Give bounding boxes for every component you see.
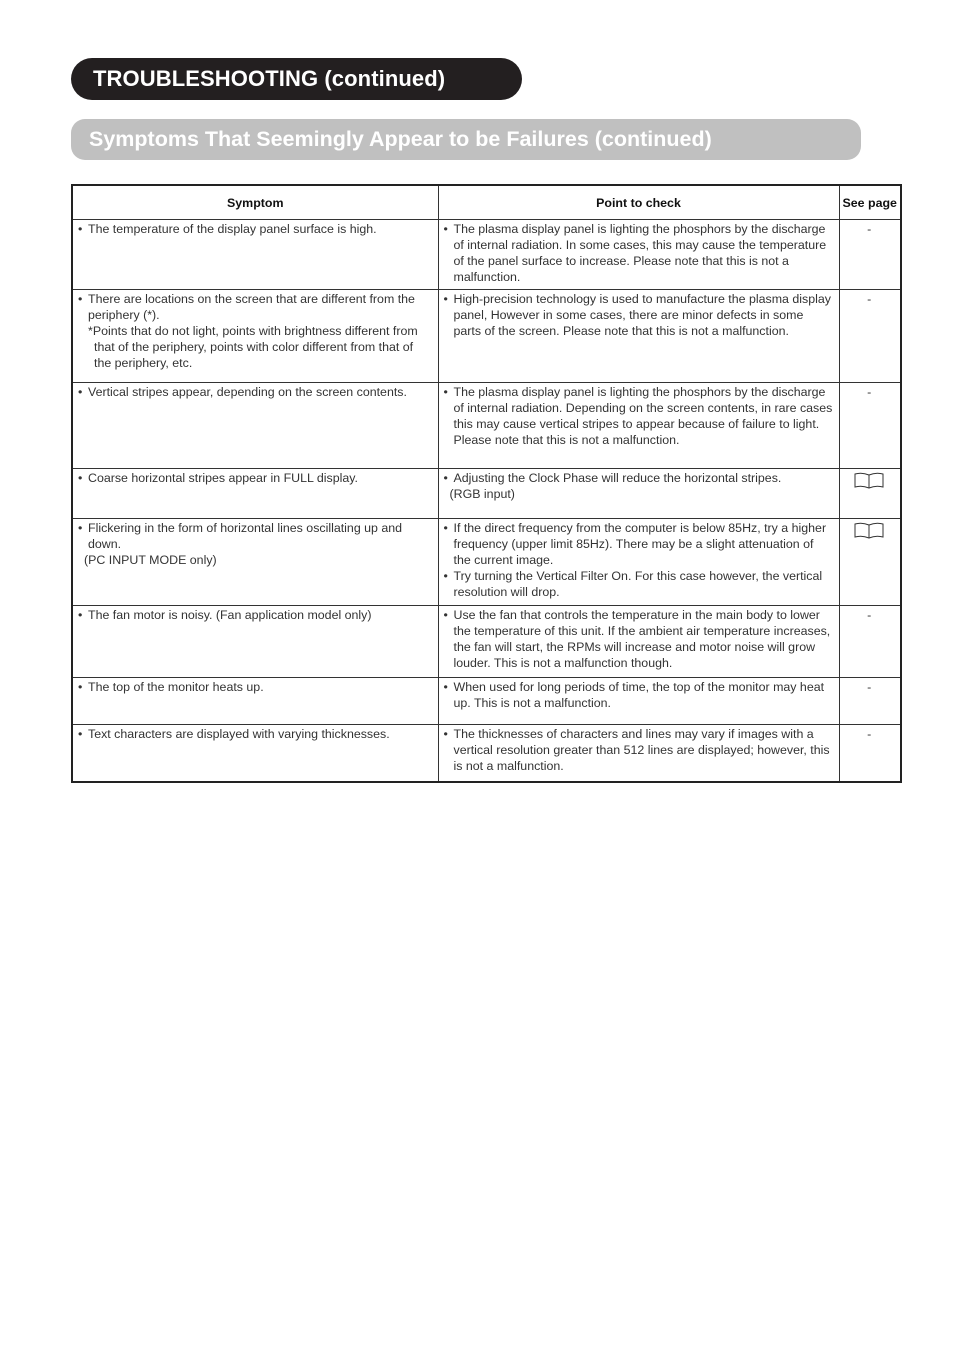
check-cell	[438, 469, 839, 519]
check-text: • The plasma display panel is lighting the phosphors by the discharge of internal radiation. Depending on the screen contents, in rare cases this may cause vertical stripes to appear because of failure to light. Please note that this is not a malfunction.	[444, 384, 833, 448]
column-header-symptom: Symptom	[72, 185, 438, 220]
check-text: • Try turning the Vertical Filter On. For this case however, the vertical resolution will drop.	[444, 568, 833, 600]
see-page-cell	[839, 383, 901, 469]
check-cell	[438, 678, 839, 725]
symptom-text: • Coarse horizontal stripes appear in FULL display.	[78, 470, 432, 486]
see-page-value: -	[867, 292, 872, 306]
see-page-cell	[839, 606, 901, 678]
see-page-cell	[839, 469, 901, 519]
see-page-cell	[839, 678, 901, 725]
table-row	[72, 519, 901, 606]
check-text: • The thicknesses of characters and lines may vary if images with a vertical resolution greater than 512 lines are displayed; however, this is not a malfunction.	[444, 726, 833, 774]
column-header-point-to-check: Point to check	[438, 185, 839, 220]
check-note: (RGB input)	[449, 487, 515, 501]
book-icon	[854, 470, 884, 490]
symptom-cell	[72, 469, 438, 519]
check-cell	[438, 220, 839, 290]
troubleshooting-table	[71, 184, 902, 783]
section-title: TROUBLESHOOTING (continued)	[93, 66, 446, 91]
check-cell	[438, 290, 839, 383]
symptom-cell	[72, 606, 438, 678]
symptom-text: • The temperature of the display panel surface is high.	[78, 221, 432, 237]
book-icon	[854, 520, 884, 540]
symptom-text: • Flickering in the form of horizontal lines oscillating up and down.	[78, 520, 432, 552]
check-cell	[438, 725, 839, 782]
check-text: • Use the fan that controls the temperature in the main body to lower the temperature of this unit. If the ambient air temperature increases, the fan will start, the RPMs will increase and motor noise will grow louder. This is not a malfunction though.	[444, 607, 833, 671]
section-title-banner	[71, 58, 522, 100]
subsection-title-banner	[71, 119, 861, 160]
check-text: • When used for long periods of time, the top of the monitor may heat up. This is not a malfunction.	[444, 679, 833, 711]
symptom-text: • There are locations on the screen that are different from the periphery (*).	[78, 291, 432, 323]
table-row	[72, 678, 901, 725]
symptom-text: • The top of the monitor heats up.	[78, 679, 432, 695]
symptom-cell	[72, 220, 438, 290]
subsection-title: Symptoms That Seemingly Appear to be Failures (continued)	[89, 127, 712, 151]
table-row	[72, 606, 901, 678]
table-row	[72, 725, 901, 782]
see-page-cell	[839, 290, 901, 383]
check-text: • The plasma display panel is lighting the phosphors by the discharge of internal radiation. In some cases, this may cause the temperature of the panel surface to increase. Please note that this is not a malfunction.	[444, 221, 833, 285]
symptom-cell	[72, 519, 438, 606]
symptom-note: *Points that do not light, points with brightness different from that of the periphery, points with color different from that of the periphery, etc.	[88, 324, 418, 370]
column-header-see-page: See page	[839, 185, 901, 220]
check-text: • If the direct frequency from the computer is below 85Hz, try a higher frequency (upper limit 85Hz). There may be a slight attenuation of the current image.	[444, 520, 833, 568]
symptom-text: • Text characters are displayed with varying thicknesses.	[78, 726, 432, 742]
see-page-cell	[839, 220, 901, 290]
check-text: • Adjusting the Clock Phase will reduce the horizontal stripes.	[444, 470, 833, 486]
symptom-cell	[72, 290, 438, 383]
see-page-value: -	[867, 222, 872, 236]
symptom-cell	[72, 725, 438, 782]
symptom-text: • The fan motor is noisy. (Fan application model only)	[78, 607, 432, 623]
symptom-cell	[72, 678, 438, 725]
table-header-row	[72, 185, 901, 220]
see-page-value: -	[867, 385, 872, 399]
table-row	[72, 383, 901, 469]
see-page-value: -	[867, 680, 872, 694]
see-page-cell	[839, 725, 901, 782]
see-page-value: -	[867, 727, 872, 741]
table-row	[72, 220, 901, 290]
check-text: • High-precision technology is used to manufacture the plasma display panel, However in some cases, there are minor defects in some parts of the screen. Please note that this is not a malfunction.	[444, 291, 833, 339]
symptom-cell	[72, 383, 438, 469]
see-page-cell	[839, 519, 901, 606]
table-row	[72, 290, 901, 383]
symptom-text: • Vertical stripes appear, depending on the screen contents.	[78, 384, 432, 400]
symptom-note: (PC INPUT MODE only)	[84, 553, 217, 567]
check-cell	[438, 519, 839, 606]
check-cell	[438, 383, 839, 469]
see-page-value: -	[867, 608, 872, 622]
table-row	[72, 469, 901, 519]
check-cell	[438, 606, 839, 678]
